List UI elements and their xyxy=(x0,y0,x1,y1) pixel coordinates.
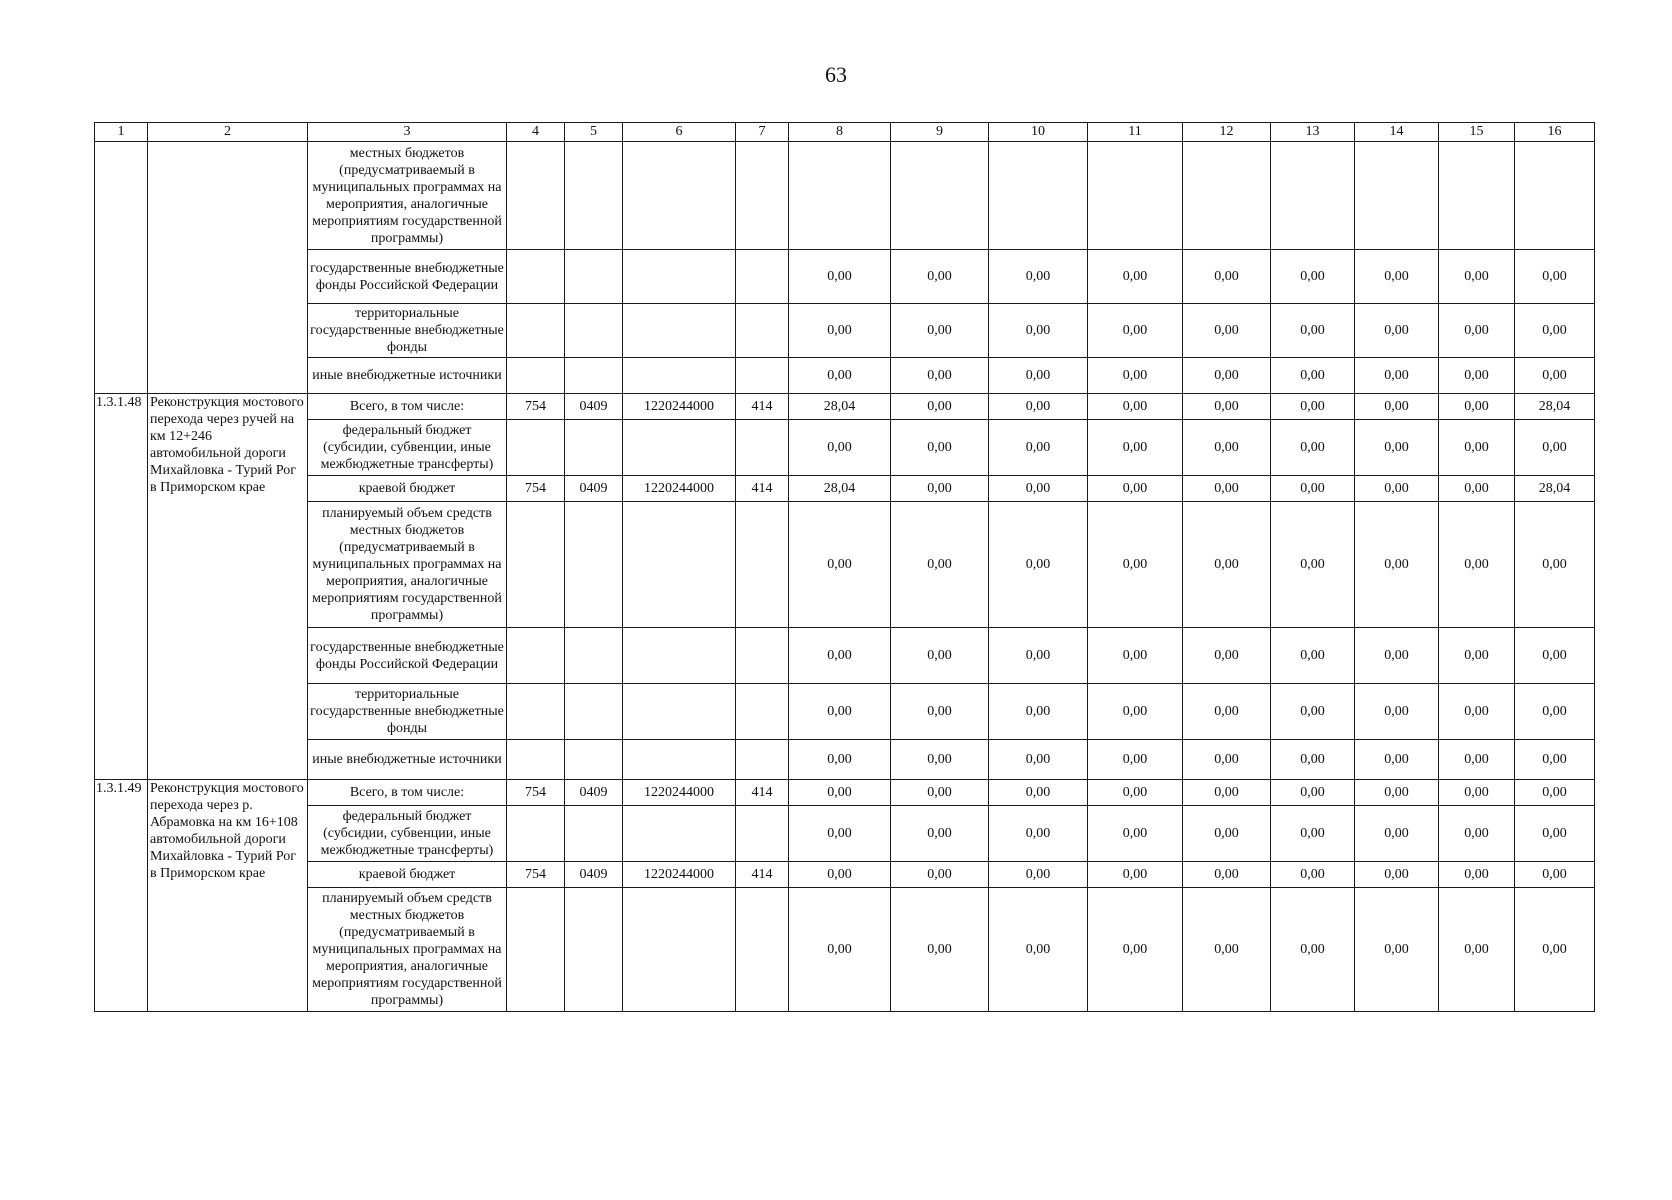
funding-source-cell: государственные внебюджетные фонды Российской Федерации xyxy=(308,250,507,304)
funding-source-cell: иные внебюджетные источники xyxy=(308,358,507,394)
amount-cell-col11: 0,00 xyxy=(1088,304,1183,358)
code-cell-col6 xyxy=(623,806,736,862)
amount-cell-col11: 0,00 xyxy=(1088,780,1183,806)
amount-cell-col13: 0,00 xyxy=(1271,250,1355,304)
amount-cell-col9: 0,00 xyxy=(891,476,989,502)
table-row xyxy=(95,358,1595,394)
amount-cell-col14: 0,00 xyxy=(1355,420,1439,476)
amount-cell-col12: 0,00 xyxy=(1183,250,1271,304)
column-header: 9 xyxy=(891,123,989,142)
amount-cell-col15: 0,00 xyxy=(1439,806,1515,862)
amount-cell-col16 xyxy=(1515,142,1595,250)
amount-cell-col8: 0,00 xyxy=(789,862,891,888)
amount-cell-col11: 0,00 xyxy=(1088,684,1183,740)
code-cell-col4: 754 xyxy=(507,862,565,888)
code-cell-col6 xyxy=(623,358,736,394)
funding-source-cell: территориальные государственные внебюджетные фонды xyxy=(308,684,507,740)
code-cell-col4: 754 xyxy=(507,780,565,806)
amount-cell-col13: 0,00 xyxy=(1271,476,1355,502)
amount-cell-col8: 0,00 xyxy=(789,740,891,780)
amount-cell-col15: 0,00 xyxy=(1439,888,1515,1012)
amount-cell-col9: 0,00 xyxy=(891,888,989,1012)
amount-cell-col10: 0,00 xyxy=(989,304,1088,358)
amount-cell-col12: 0,00 xyxy=(1183,862,1271,888)
column-header: 10 xyxy=(989,123,1088,142)
code-cell-col4 xyxy=(507,502,565,628)
amount-cell-col13: 0,00 xyxy=(1271,684,1355,740)
amount-cell-col12: 0,00 xyxy=(1183,476,1271,502)
amount-cell-col8: 0,00 xyxy=(789,250,891,304)
amount-cell-col12: 0,00 xyxy=(1183,420,1271,476)
column-header: 3 xyxy=(308,123,507,142)
funding-source-cell: местных бюджетов (предусматриваемый в муниципальных программах на мероприятия, аналогичные мероприятиям государственной программы) xyxy=(308,142,507,250)
code-cell-col5: 0409 xyxy=(565,394,623,420)
amount-cell-col14: 0,00 xyxy=(1355,476,1439,502)
amount-cell-col12: 0,00 xyxy=(1183,684,1271,740)
amount-cell-col10: 0,00 xyxy=(989,806,1088,862)
amount-cell-col10: 0,00 xyxy=(989,862,1088,888)
table-row xyxy=(95,250,1595,304)
column-header: 15 xyxy=(1439,123,1515,142)
amount-cell-col10: 0,00 xyxy=(989,628,1088,684)
code-cell-col7 xyxy=(736,304,789,358)
code-cell-col7: 414 xyxy=(736,862,789,888)
amount-cell-col12: 0,00 xyxy=(1183,888,1271,1012)
amount-cell-col10: 0,00 xyxy=(989,780,1088,806)
code-cell-col6 xyxy=(623,250,736,304)
funding-source-cell: федеральный бюджет (субсидии, субвенции, иные межбюджетные трансферты) xyxy=(308,806,507,862)
table-row xyxy=(95,684,1595,740)
amount-cell-col10: 0,00 xyxy=(989,250,1088,304)
amount-cell-col13: 0,00 xyxy=(1271,780,1355,806)
code-cell-col7: 414 xyxy=(736,476,789,502)
funding-source-cell: краевой бюджет xyxy=(308,862,507,888)
table-row xyxy=(95,420,1595,476)
amount-cell-col15: 0,00 xyxy=(1439,358,1515,394)
amount-cell-col9: 0,00 xyxy=(891,394,989,420)
code-cell-col7 xyxy=(736,684,789,740)
table-row xyxy=(95,476,1595,502)
amount-cell-col16: 0,00 xyxy=(1515,806,1595,862)
code-cell-col5 xyxy=(565,806,623,862)
row-name-cell xyxy=(148,142,308,394)
amount-cell-col16: 28,04 xyxy=(1515,476,1595,502)
amount-cell-col14: 0,00 xyxy=(1355,304,1439,358)
amount-cell-col8: 0,00 xyxy=(789,628,891,684)
amount-cell-col13: 0,00 xyxy=(1271,502,1355,628)
code-cell-col4 xyxy=(507,888,565,1012)
amount-cell-col14: 0,00 xyxy=(1355,250,1439,304)
amount-cell-col13: 0,00 xyxy=(1271,304,1355,358)
amount-cell-col12: 0,00 xyxy=(1183,304,1271,358)
amount-cell-col13: 0,00 xyxy=(1271,420,1355,476)
amount-cell-col16: 0,00 xyxy=(1515,304,1595,358)
amount-cell-col13: 0,00 xyxy=(1271,358,1355,394)
column-header: 2 xyxy=(148,123,308,142)
column-header: 4 xyxy=(507,123,565,142)
code-cell-col7: 414 xyxy=(736,394,789,420)
table-row xyxy=(95,888,1595,1012)
amount-cell-col9: 0,00 xyxy=(891,358,989,394)
code-cell-col5: 0409 xyxy=(565,780,623,806)
amount-cell-col13: 0,00 xyxy=(1271,806,1355,862)
amount-cell-col16: 0,00 xyxy=(1515,250,1595,304)
code-cell-col7 xyxy=(736,250,789,304)
code-cell-col5 xyxy=(565,142,623,250)
code-cell-col7 xyxy=(736,740,789,780)
amount-cell-col9: 0,00 xyxy=(891,740,989,780)
amount-cell-col9: 0,00 xyxy=(891,628,989,684)
column-header: 6 xyxy=(623,123,736,142)
amount-cell-col11: 0,00 xyxy=(1088,502,1183,628)
amount-cell-col8: 0,00 xyxy=(789,780,891,806)
code-cell-col5 xyxy=(565,358,623,394)
code-cell-col4 xyxy=(507,628,565,684)
amount-cell-col15 xyxy=(1439,142,1515,250)
code-cell-col6 xyxy=(623,684,736,740)
table-body xyxy=(95,123,1595,1012)
table-row xyxy=(95,780,1595,806)
amount-cell-col8: 0,00 xyxy=(789,806,891,862)
amount-cell-col11: 0,00 xyxy=(1088,740,1183,780)
code-cell-col5 xyxy=(565,304,623,358)
amount-cell-col10: 0,00 xyxy=(989,684,1088,740)
amount-cell-col10 xyxy=(989,142,1088,250)
amount-cell-col15: 0,00 xyxy=(1439,304,1515,358)
amount-cell-col15: 0,00 xyxy=(1439,394,1515,420)
funding-source-cell: федеральный бюджет (субсидии, субвенции, иные межбюджетные трансферты) xyxy=(308,420,507,476)
amount-cell-col14: 0,00 xyxy=(1355,862,1439,888)
code-cell-col6: 1220244000 xyxy=(623,476,736,502)
funding-source-cell: территориальные государственные внебюджетные фонды xyxy=(308,304,507,358)
amount-cell-col14: 0,00 xyxy=(1355,358,1439,394)
code-cell-col4 xyxy=(507,684,565,740)
amount-cell-col11 xyxy=(1088,142,1183,250)
code-cell-col5 xyxy=(565,628,623,684)
amount-cell-col8: 28,04 xyxy=(789,394,891,420)
amount-cell-col13: 0,00 xyxy=(1271,628,1355,684)
code-cell-col6 xyxy=(623,628,736,684)
table-row xyxy=(95,304,1595,358)
code-cell-col6 xyxy=(623,304,736,358)
code-cell-col6 xyxy=(623,740,736,780)
row-code-cell: 1.3.1.48 xyxy=(95,394,148,780)
amount-cell-col16: 0,00 xyxy=(1515,358,1595,394)
page-number: 63 xyxy=(825,62,847,87)
amount-cell-col13: 0,00 xyxy=(1271,394,1355,420)
table-row xyxy=(95,740,1595,780)
code-cell-col4 xyxy=(507,250,565,304)
amount-cell-col8: 0,00 xyxy=(789,502,891,628)
amount-cell-col9: 0,00 xyxy=(891,420,989,476)
amount-cell-col13: 0,00 xyxy=(1271,740,1355,780)
code-cell-col4 xyxy=(507,420,565,476)
column-header: 13 xyxy=(1271,123,1355,142)
amount-cell-col9: 0,00 xyxy=(891,304,989,358)
code-cell-col5 xyxy=(565,250,623,304)
amount-cell-col12: 0,00 xyxy=(1183,806,1271,862)
amount-cell-col15: 0,00 xyxy=(1439,862,1515,888)
amount-cell-col11: 0,00 xyxy=(1088,628,1183,684)
code-cell-col7 xyxy=(736,628,789,684)
amount-cell-col13: 0,00 xyxy=(1271,862,1355,888)
amount-cell-col15: 0,00 xyxy=(1439,476,1515,502)
amount-cell-col16: 0,00 xyxy=(1515,780,1595,806)
amount-cell-col10: 0,00 xyxy=(989,740,1088,780)
row-code-cell: 1.3.1.49 xyxy=(95,780,148,1012)
column-header: 7 xyxy=(736,123,789,142)
amount-cell-col11: 0,00 xyxy=(1088,862,1183,888)
table-row xyxy=(95,806,1595,862)
column-header: 16 xyxy=(1515,123,1595,142)
column-header: 11 xyxy=(1088,123,1183,142)
column-header: 12 xyxy=(1183,123,1271,142)
amount-cell-col14: 0,00 xyxy=(1355,502,1439,628)
amount-cell-col14: 0,00 xyxy=(1355,684,1439,740)
amount-cell-col9: 0,00 xyxy=(891,502,989,628)
amount-cell-col14: 0,00 xyxy=(1355,628,1439,684)
amount-cell-col15: 0,00 xyxy=(1439,780,1515,806)
code-cell-col5 xyxy=(565,888,623,1012)
funding-source-cell: Всего, в том числе: xyxy=(308,780,507,806)
amount-cell-col8 xyxy=(789,142,891,250)
code-cell-col4 xyxy=(507,740,565,780)
code-cell-col5: 0409 xyxy=(565,862,623,888)
code-cell-col6 xyxy=(623,888,736,1012)
column-header: 8 xyxy=(789,123,891,142)
amount-cell-col8: 0,00 xyxy=(789,888,891,1012)
code-cell-col7 xyxy=(736,142,789,250)
amount-cell-col11: 0,00 xyxy=(1088,394,1183,420)
column-header: 14 xyxy=(1355,123,1439,142)
table-row xyxy=(95,628,1595,684)
amount-cell-col14: 0,00 xyxy=(1355,740,1439,780)
amount-cell-col16: 0,00 xyxy=(1515,684,1595,740)
amount-cell-col12: 0,00 xyxy=(1183,394,1271,420)
amount-cell-col12 xyxy=(1183,142,1271,250)
code-cell-col4: 754 xyxy=(507,476,565,502)
column-header: 1 xyxy=(95,123,148,142)
amount-cell-col12: 0,00 xyxy=(1183,740,1271,780)
code-cell-col6 xyxy=(623,142,736,250)
code-cell-col6 xyxy=(623,502,736,628)
amount-cell-col16: 0,00 xyxy=(1515,740,1595,780)
code-cell-col4 xyxy=(507,142,565,250)
code-cell-col5: 0409 xyxy=(565,476,623,502)
code-cell-col5 xyxy=(565,420,623,476)
amount-cell-col14: 0,00 xyxy=(1355,394,1439,420)
amount-cell-col12: 0,00 xyxy=(1183,502,1271,628)
amount-cell-col16: 0,00 xyxy=(1515,502,1595,628)
amount-cell-col13 xyxy=(1271,142,1355,250)
amount-cell-col9: 0,00 xyxy=(891,250,989,304)
row-name-cell: Реконструкция мостового перехода через р. Абрамовка на км 16+108 автомобильной дороги Михайловка - Турий Рог в Приморском крае xyxy=(148,780,308,1012)
amount-cell-col12: 0,00 xyxy=(1183,780,1271,806)
amount-cell-col11: 0,00 xyxy=(1088,250,1183,304)
row-name-cell: Реконструкция мостового перехода через ручей на км 12+246 автомобильной дороги Михайловка - Турий Рог в Приморском крае xyxy=(148,394,308,780)
table-row xyxy=(95,502,1595,628)
amount-cell-col8: 0,00 xyxy=(789,304,891,358)
funding-source-cell: планируемый объем средств местных бюджетов (предусматриваемый в муниципальных программах на мероприятия, аналогичные мероприятиям государственной программы) xyxy=(308,888,507,1012)
code-cell-col7: 414 xyxy=(736,780,789,806)
funding-source-cell: иные внебюджетные источники xyxy=(308,740,507,780)
amount-cell-col15: 0,00 xyxy=(1439,684,1515,740)
code-cell-col6: 1220244000 xyxy=(623,394,736,420)
amount-cell-col12: 0,00 xyxy=(1183,628,1271,684)
amount-cell-col15: 0,00 xyxy=(1439,628,1515,684)
code-cell-col6: 1220244000 xyxy=(623,780,736,806)
amount-cell-col15: 0,00 xyxy=(1439,740,1515,780)
amount-cell-col11: 0,00 xyxy=(1088,888,1183,1012)
table-row xyxy=(95,142,1595,250)
amount-cell-col14: 0,00 xyxy=(1355,780,1439,806)
code-cell-col7 xyxy=(736,888,789,1012)
amount-cell-col11: 0,00 xyxy=(1088,420,1183,476)
amount-cell-col14: 0,00 xyxy=(1355,888,1439,1012)
amount-cell-col11: 0,00 xyxy=(1088,358,1183,394)
code-cell-col4 xyxy=(507,304,565,358)
code-cell-col4: 754 xyxy=(507,394,565,420)
code-cell-col5 xyxy=(565,502,623,628)
code-cell-col7 xyxy=(736,806,789,862)
amount-cell-col9: 0,00 xyxy=(891,806,989,862)
amount-cell-col10: 0,00 xyxy=(989,358,1088,394)
code-cell-col6 xyxy=(623,420,736,476)
funding-source-cell: государственные внебюджетные фонды Российской Федерации xyxy=(308,628,507,684)
amount-cell-col11: 0,00 xyxy=(1088,476,1183,502)
code-cell-col7 xyxy=(736,358,789,394)
amount-cell-col9 xyxy=(891,142,989,250)
amount-cell-col8: 0,00 xyxy=(789,684,891,740)
amount-cell-col8: 28,04 xyxy=(789,476,891,502)
amount-cell-col11: 0,00 xyxy=(1088,806,1183,862)
code-cell-col4 xyxy=(507,358,565,394)
code-cell-col5 xyxy=(565,740,623,780)
code-cell-col4 xyxy=(507,806,565,862)
amount-cell-col16: 0,00 xyxy=(1515,862,1595,888)
column-header: 5 xyxy=(565,123,623,142)
funding-source-cell: Всего, в том числе: xyxy=(308,394,507,420)
amount-cell-col10: 0,00 xyxy=(989,502,1088,628)
amount-cell-col15: 0,00 xyxy=(1439,502,1515,628)
amount-cell-col14 xyxy=(1355,142,1439,250)
amount-cell-col10: 0,00 xyxy=(989,394,1088,420)
amount-cell-col16: 0,00 xyxy=(1515,628,1595,684)
code-cell-col6: 1220244000 xyxy=(623,862,736,888)
amount-cell-col9: 0,00 xyxy=(891,684,989,740)
amount-cell-col15: 0,00 xyxy=(1439,250,1515,304)
amount-cell-col10: 0,00 xyxy=(989,888,1088,1012)
amount-cell-col13: 0,00 xyxy=(1271,888,1355,1012)
amount-cell-col16: 0,00 xyxy=(1515,888,1595,1012)
amount-cell-col8: 0,00 xyxy=(789,358,891,394)
amount-cell-col9: 0,00 xyxy=(891,862,989,888)
row-code-cell xyxy=(95,142,148,394)
amount-cell-col8: 0,00 xyxy=(789,420,891,476)
code-cell-col7 xyxy=(736,420,789,476)
table-row xyxy=(95,862,1595,888)
amount-cell-col15: 0,00 xyxy=(1439,420,1515,476)
amount-cell-col9: 0,00 xyxy=(891,780,989,806)
funding-source-cell: краевой бюджет xyxy=(308,476,507,502)
amount-cell-col12: 0,00 xyxy=(1183,358,1271,394)
code-cell-col7 xyxy=(736,502,789,628)
budget-table xyxy=(94,122,1595,1012)
amount-cell-col10: 0,00 xyxy=(989,476,1088,502)
code-cell-col5 xyxy=(565,684,623,740)
amount-cell-col16: 28,04 xyxy=(1515,394,1595,420)
table-row xyxy=(95,394,1595,420)
amount-cell-col14: 0,00 xyxy=(1355,806,1439,862)
amount-cell-col16: 0,00 xyxy=(1515,420,1595,476)
amount-cell-col10: 0,00 xyxy=(989,420,1088,476)
funding-source-cell: планируемый объем средств местных бюджетов (предусматриваемый в муниципальных программах на мероприятия, аналогичные мероприятиям государственной программы) xyxy=(308,502,507,628)
header-row xyxy=(95,123,1595,142)
